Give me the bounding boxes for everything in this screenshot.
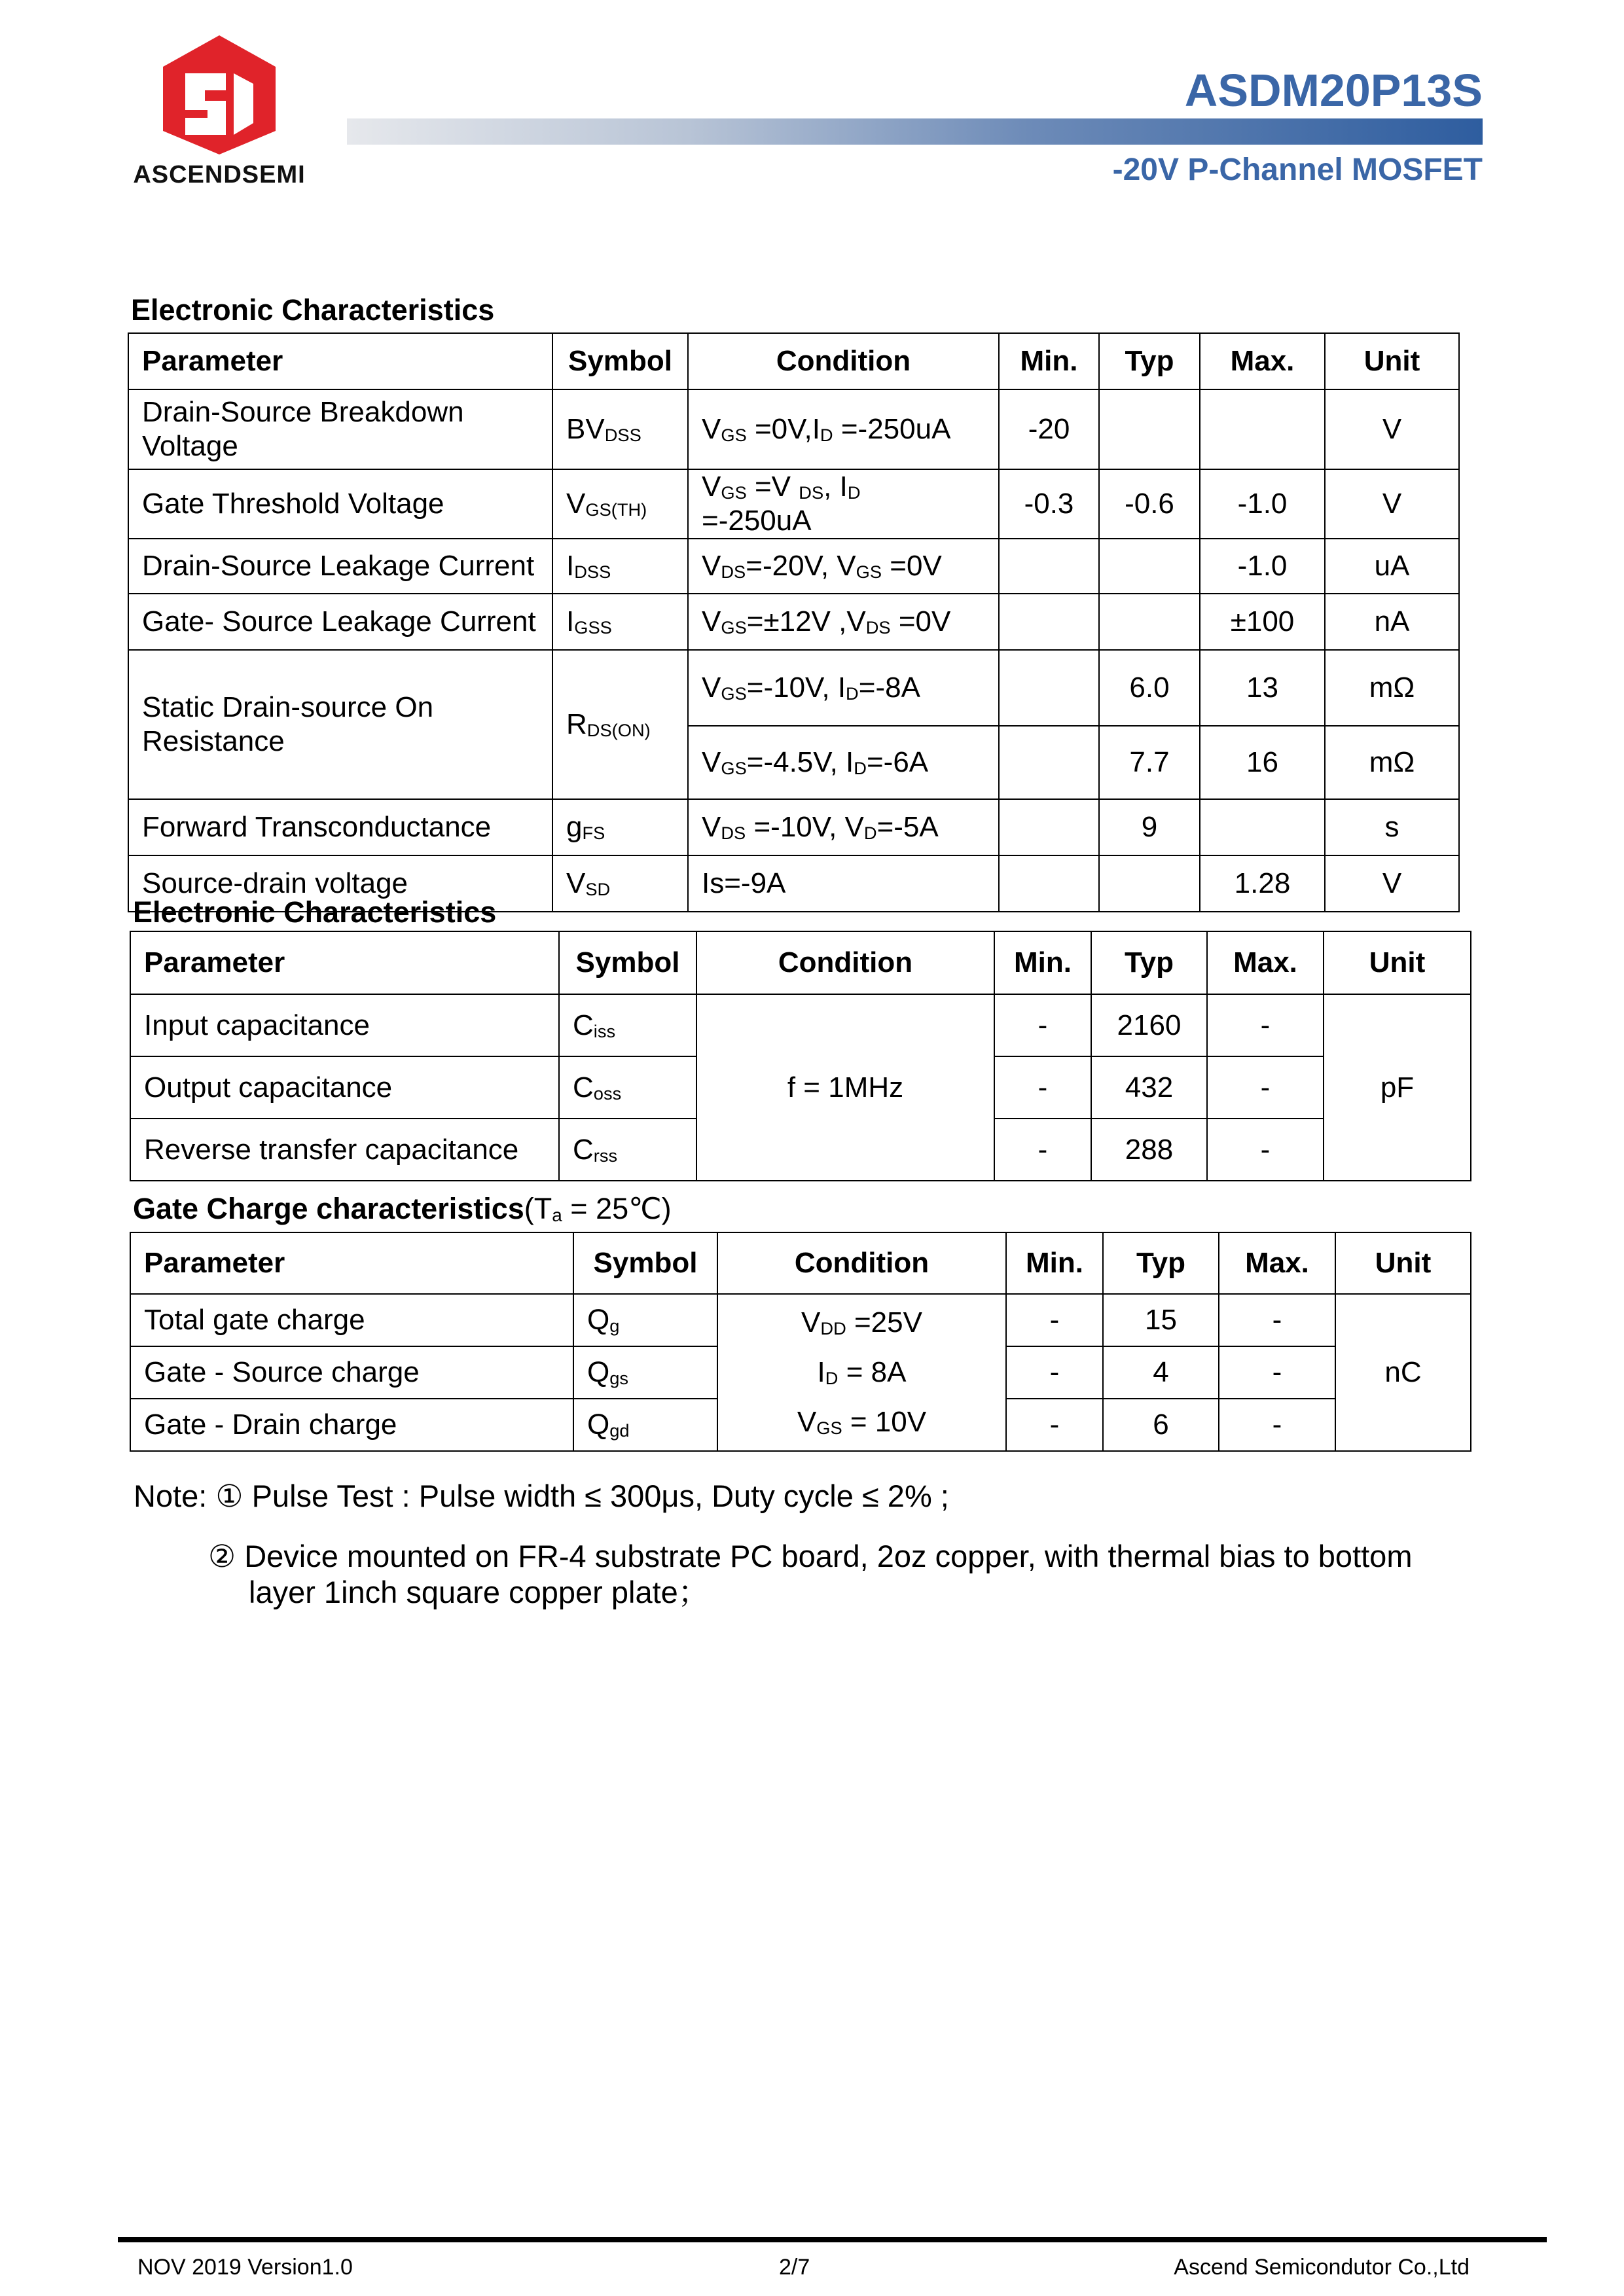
symbol-cell: VSD	[552, 855, 688, 912]
symbol-cell: Coss	[559, 1056, 696, 1119]
header-condition: Condition	[696, 931, 994, 994]
header-unit: Unit	[1325, 333, 1459, 389]
max-cell: -	[1207, 994, 1324, 1056]
min-cell: -	[1006, 1346, 1103, 1399]
table-row	[130, 1294, 1471, 1346]
header-typ: Typ	[1091, 931, 1207, 994]
unit-cell: uA	[1325, 539, 1459, 594]
note-2-line-2: layer 1inch square copper plate；	[249, 1575, 709, 1609]
symbol-cell: VGS(TH)	[552, 469, 688, 539]
symbol-cell: Ciss	[559, 994, 696, 1056]
condition-cell: Is=-9A	[688, 855, 999, 912]
header-unit: Unit	[1324, 931, 1471, 994]
header-symbol: Symbol	[573, 1232, 717, 1294]
min-cell: -	[994, 1056, 1091, 1119]
company-logo	[128, 33, 311, 190]
table3-title-condition: (Ta = 25℃)	[524, 1192, 672, 1226]
part-number: ASDM20P13S	[1184, 65, 1483, 116]
condition-cell: VDS =-10V, VD=-5A	[688, 799, 999, 855]
typ-cell: 2160	[1091, 994, 1207, 1056]
electronic-characteristics-table	[128, 332, 1460, 912]
parameter-cell: Static Drain-source On Resistance	[128, 650, 552, 799]
max-cell	[1200, 389, 1325, 469]
unit-cell: V	[1325, 389, 1459, 469]
parameter-cell: Total gate charge	[130, 1294, 573, 1346]
header-condition: Condition	[717, 1232, 1006, 1294]
table-row	[128, 650, 1459, 726]
min-cell: -0.3	[999, 469, 1099, 539]
header-min: Min.	[1006, 1232, 1103, 1294]
min-cell: -	[1006, 1294, 1103, 1346]
parameter-cell: Input capacitance	[130, 994, 559, 1056]
typ-cell: 6	[1103, 1399, 1219, 1451]
min-cell: -	[994, 994, 1091, 1056]
header-unit: Unit	[1335, 1232, 1471, 1294]
note-1: Note: ① Pulse Test : Pulse width ≤ 300μs, Duty cycle ≤ 2% ;	[134, 1479, 949, 1513]
table3-title	[133, 1191, 672, 1226]
typ-cell	[1099, 389, 1200, 469]
parameter-cell: Output capacitance	[130, 1056, 559, 1119]
parameter-cell: Forward Transconductance	[128, 799, 552, 855]
condition-cell: VGS =0V,ID =-250uA	[688, 389, 999, 469]
footer-version: NOV 2019 Version1.0	[137, 2255, 353, 2280]
min-cell	[999, 855, 1099, 912]
max-cell: -1.0	[1200, 469, 1325, 539]
condition-line: ID = 8A	[817, 1356, 907, 1389]
max-cell	[1200, 799, 1325, 855]
parameter-cell: Source-drain voltage	[128, 855, 552, 912]
symbol-cell: Qgs	[573, 1346, 717, 1399]
typ-cell: 4	[1103, 1346, 1219, 1399]
max-cell: 16	[1200, 726, 1325, 799]
max-cell: 13	[1200, 650, 1325, 726]
min-cell: -	[994, 1119, 1091, 1181]
condition-cell: VGS=±12V ,VDS =0V	[688, 594, 999, 650]
header-parameter: Parameter	[128, 333, 552, 389]
condition-cell: VGS=-10V, ID=-8A	[688, 650, 999, 726]
header-symbol: Symbol	[552, 333, 688, 389]
parameter-cell: Reverse transfer capacitance	[130, 1119, 559, 1181]
header-typ: Typ	[1099, 333, 1200, 389]
max-cell: -	[1219, 1399, 1335, 1451]
table3-title-text: Gate Charge characteristics	[133, 1192, 524, 1225]
symbol-cell: RDS(ON)	[552, 650, 688, 799]
table-row	[128, 389, 1459, 469]
parameter-cell: Drain-Source Leakage Current	[128, 539, 552, 594]
unit-cell: V	[1325, 855, 1459, 912]
condition-cell: VGS =V DS, ID =-250uA	[688, 469, 999, 539]
min-cell	[999, 594, 1099, 650]
typ-cell: 6.0	[1099, 650, 1200, 726]
symbol-cell: BVDSS	[552, 389, 688, 469]
header-parameter: Parameter	[130, 1232, 573, 1294]
header-max: Max.	[1200, 333, 1325, 389]
min-cell	[999, 799, 1099, 855]
unit-cell: mΩ	[1325, 650, 1459, 726]
symbol-cell: Qg	[573, 1294, 717, 1346]
typ-cell: 9	[1099, 799, 1200, 855]
unit-cell: s	[1325, 799, 1459, 855]
symbol-cell: gFS	[552, 799, 688, 855]
max-cell: -	[1207, 1119, 1324, 1181]
parameter-cell: Drain-Source Breakdown Voltage	[128, 389, 552, 469]
parameter-cell: Gate - Source charge	[130, 1346, 573, 1399]
max-cell: -1.0	[1200, 539, 1325, 594]
header-typ: Typ	[1103, 1232, 1219, 1294]
symbol-cell: IDSS	[552, 539, 688, 594]
table-row	[128, 799, 1459, 855]
typ-cell	[1099, 539, 1200, 594]
header-parameter: Parameter	[130, 931, 559, 994]
condition-line: VGS = 10V	[797, 1405, 927, 1439]
ascendsemi-logo-icon	[154, 33, 285, 157]
unit-cell: V	[1325, 469, 1459, 539]
parameter-cell: Gate- Source Leakage Current	[128, 594, 552, 650]
parameter-cell: Gate - Drain charge	[130, 1399, 573, 1451]
max-cell: -	[1207, 1056, 1324, 1119]
table-row	[130, 994, 1471, 1056]
typ-cell: 288	[1091, 1119, 1207, 1181]
brand-name: ASCENDSEMI	[133, 161, 306, 188]
notes	[134, 1478, 949, 1515]
symbol-cell: Qgd	[573, 1399, 717, 1451]
condition-cell	[717, 1294, 1006, 1451]
table-row	[128, 539, 1459, 594]
symbol-cell: Crss	[559, 1119, 696, 1181]
table2-title: Electronic Characteristics	[133, 895, 497, 929]
typ-cell: 15	[1103, 1294, 1219, 1346]
min-cell	[999, 650, 1099, 726]
note-2	[208, 1538, 1412, 1610]
min-cell: -	[1006, 1399, 1103, 1451]
table1-title: Electronic Characteristics	[131, 293, 495, 327]
typ-cell: 7.7	[1099, 726, 1200, 799]
unit-cell: nC	[1335, 1294, 1471, 1451]
max-cell: -	[1219, 1294, 1335, 1346]
typ-cell	[1099, 594, 1200, 650]
max-cell: ±100	[1200, 594, 1325, 650]
table-row	[128, 594, 1459, 650]
typ-cell	[1099, 855, 1200, 912]
condition-cell: VGS=-4.5V, ID=-6A	[688, 726, 999, 799]
footer-page-number: 2/7	[779, 2255, 810, 2280]
min-cell	[999, 726, 1099, 799]
min-cell: -20	[999, 389, 1099, 469]
condition-cell: VDS=-20V, VGS =0V	[688, 539, 999, 594]
table-row	[128, 469, 1459, 539]
device-subtitle: -20V P-Channel MOSFET	[1112, 152, 1483, 187]
header-bar	[347, 118, 1483, 145]
capacitance-table	[130, 931, 1471, 1181]
condition-cell: f = 1MHz	[696, 994, 994, 1181]
header-max: Max.	[1207, 931, 1324, 994]
header-condition: Condition	[688, 333, 999, 389]
min-cell	[999, 539, 1099, 594]
condition-line: VDD =25V	[801, 1306, 922, 1339]
header-min: Min.	[994, 931, 1091, 994]
unit-cell: pF	[1324, 994, 1471, 1181]
footer-rule	[118, 2237, 1547, 2242]
max-cell: 1.28	[1200, 855, 1325, 912]
note-2-line-1: ② Device mounted on FR-4 substrate PC board, 2oz copper, with thermal bias to bottom	[208, 1539, 1413, 1573]
symbol-cell: IGSS	[552, 594, 688, 650]
typ-cell: 432	[1091, 1056, 1207, 1119]
parameter-cell: Gate Threshold Voltage	[128, 469, 552, 539]
max-cell: -	[1219, 1346, 1335, 1399]
unit-cell: mΩ	[1325, 726, 1459, 799]
header-max: Max.	[1219, 1232, 1335, 1294]
header-min: Min.	[999, 333, 1099, 389]
unit-cell: nA	[1325, 594, 1459, 650]
typ-cell: -0.6	[1099, 469, 1200, 539]
header-symbol: Symbol	[559, 931, 696, 994]
gate-charge-table	[130, 1232, 1471, 1452]
footer-company: Ascend Semicondutor Co.,Ltd	[1174, 2255, 1470, 2280]
